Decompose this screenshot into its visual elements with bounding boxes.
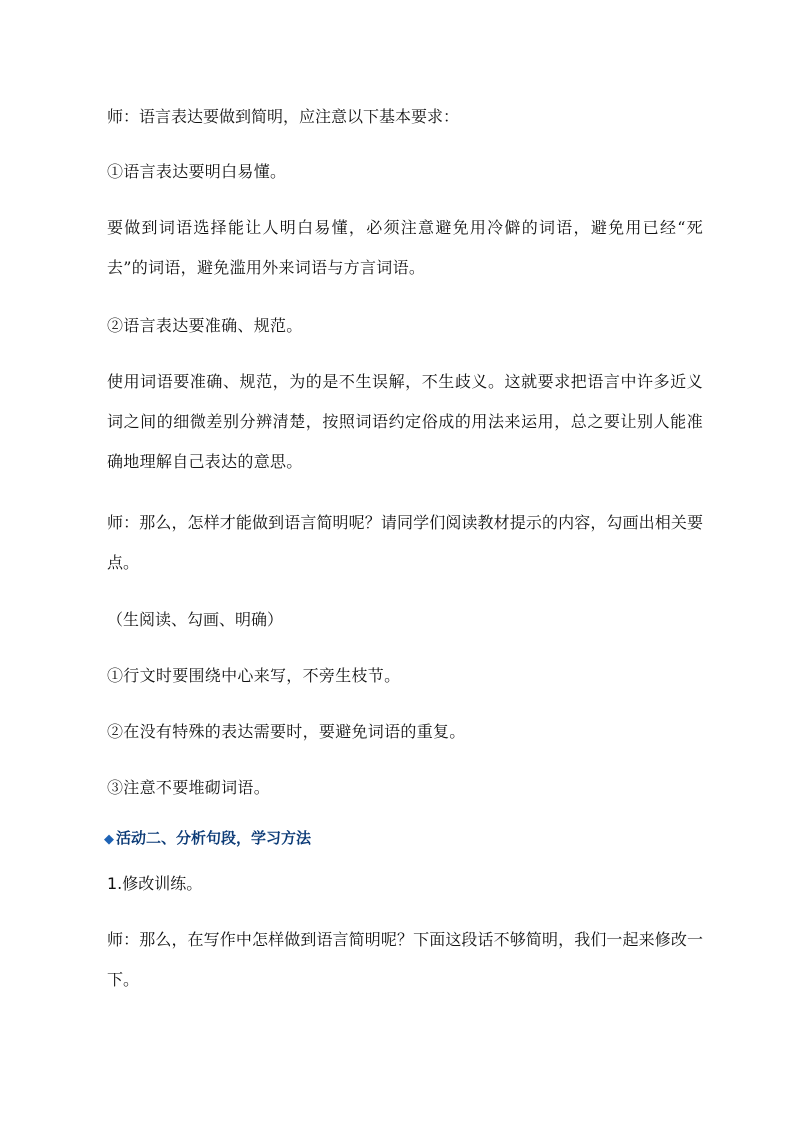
paragraph-method-1: ①行文时要围绕中心来写，不旁生枝节。 xyxy=(107,666,401,685)
paragraph-teacher-revision: 师：那么，在写作中怎样做到语言简明呢？下面这段话不够简明，我们一起来修改一下。 xyxy=(107,930,703,989)
section-heading xyxy=(104,824,311,854)
paragraph-method-2: ②在没有特殊的表达需要时，要避免词语的重复。 xyxy=(107,722,466,741)
section-heading-text: 活动二、分析句段，学习方法 xyxy=(116,829,312,847)
paragraph-point-2-detail: 使用词语要准确、规范，为的是不生误解，不生歧义。这就要求把语言中许多近义词之间的细微差别分辨清楚，按照词语约定俗成的用法来运用，总之要让别人能准确地理解自己表达的意思。 xyxy=(107,372,703,471)
paragraph-method-3: ③注意不要堆砌词语。 xyxy=(107,778,271,797)
paragraph-point-2: ②语言表达要准确、规范。 xyxy=(107,316,303,335)
paragraph-point-1-detail: 要做到词语选择能让人明白易懂，必须注意避免用冷僻的词语，避免用已经“死去”的词语，避免滥用外来词语与方言词语。 xyxy=(107,218,703,277)
paragraph-revision-training: 1.修改训练。 xyxy=(107,874,203,893)
paragraph-student-activity: （生阅读、勾画、明确） xyxy=(107,610,284,629)
paragraph-point-1: ①语言表达要明白易懂。 xyxy=(107,162,287,181)
diamond-bullet-icon: ◆ xyxy=(104,832,114,847)
paragraph-teacher-question: 师：那么，怎样才能做到语言简明呢？请同学们阅读教材提示的内容，勾画出相关要点。 xyxy=(107,513,703,572)
paragraph-teacher-intro: 师：语言表达要做到简明，应注意以下基本要求： xyxy=(107,107,460,126)
